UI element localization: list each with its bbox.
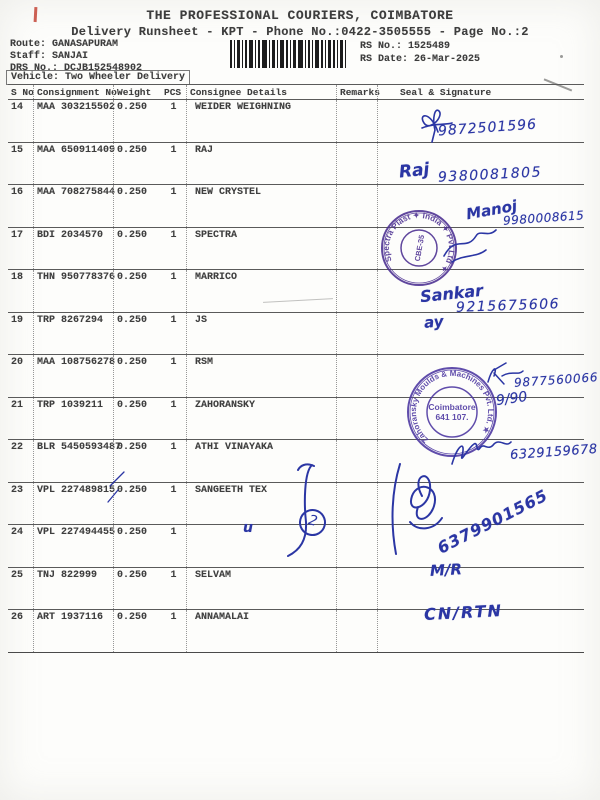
table-row bbox=[8, 398, 584, 441]
cell-remarks bbox=[336, 440, 377, 482]
cell-consignment: VPL 227494455 bbox=[33, 525, 113, 567]
cell-seal bbox=[377, 270, 584, 312]
cell-weight: 0.250 bbox=[113, 568, 161, 610]
rs-date-line: RS Date: 26-Mar-2025 bbox=[360, 54, 481, 65]
note-row21: 9/90 bbox=[495, 388, 529, 410]
cell-consignment: THN 950778376 bbox=[33, 270, 113, 312]
table-row bbox=[8, 100, 584, 143]
cell-remarks bbox=[336, 525, 377, 567]
cell-consignee: ATHI VINAYAKA bbox=[186, 440, 336, 482]
cell-consignee: WEIDER WEIGHNING bbox=[186, 100, 336, 142]
header-consignee: Consignee Details bbox=[186, 85, 336, 99]
cell-pcs: 1 bbox=[170, 399, 177, 411]
cell-consignee: ANNAMALAI bbox=[186, 610, 336, 652]
zahoransky-center-line2: 641 107. bbox=[435, 412, 469, 422]
cell-seal bbox=[377, 185, 584, 227]
table-row bbox=[8, 143, 584, 186]
note-row26: CN/RTN bbox=[423, 600, 504, 625]
cell-remarks bbox=[336, 185, 377, 227]
cell-seal bbox=[377, 228, 584, 270]
cell-pcs: 1 bbox=[170, 612, 177, 623]
cell-seal bbox=[377, 143, 584, 185]
cell-remarks bbox=[336, 228, 377, 270]
cell-seal bbox=[377, 355, 584, 397]
cell-weight: 0.250 bbox=[113, 610, 161, 652]
cell-consignment: TNJ 822999 bbox=[33, 568, 113, 610]
cell-consignment: TRP 1039211 bbox=[33, 398, 113, 440]
cell-remarks bbox=[336, 270, 377, 312]
cell-consignee bbox=[186, 525, 336, 567]
cell-pcs: 1 bbox=[170, 314, 177, 326]
cell-remarks bbox=[336, 568, 377, 610]
header-seal: Seal & Signature bbox=[377, 85, 584, 99]
cell-remarks bbox=[336, 355, 377, 397]
phone-row21: 9877560066 bbox=[513, 370, 599, 390]
signature-row19: ay bbox=[423, 312, 445, 332]
cell-seal bbox=[377, 568, 584, 610]
runsheet-table bbox=[8, 84, 584, 653]
cell-pcs: 1 bbox=[170, 229, 177, 241]
cell-weight: 0.250 bbox=[113, 185, 161, 227]
cell-remarks bbox=[336, 398, 377, 440]
cell-seal bbox=[377, 440, 584, 482]
cell-consignee: RAJ bbox=[186, 143, 336, 185]
cell-consignment: MAA 108756278 bbox=[33, 355, 113, 397]
page-subtitle: Delivery Runsheet - KPT - Phone No.:0422-3505555 - Page No.:2 bbox=[71, 25, 529, 39]
cell-pcs: 1 bbox=[170, 569, 177, 581]
cell-weight: 0.250 bbox=[113, 483, 161, 525]
cell-consignee: NEW CRYSTEL bbox=[186, 185, 336, 227]
cell-weight: 0.250 bbox=[113, 270, 161, 312]
phone-row22: 6329159678 bbox=[509, 441, 599, 464]
cell-consignment: MAA 708275844 bbox=[33, 185, 113, 227]
spectra-center-text: CBE-35 bbox=[412, 234, 427, 263]
cell-consignee: RSM bbox=[186, 355, 336, 397]
cell-remarks bbox=[336, 483, 377, 525]
cell-consignee: SANGEETH TEX bbox=[186, 483, 336, 525]
cell-seal bbox=[377, 100, 584, 142]
cell-consignee: SELVAM bbox=[186, 568, 336, 610]
cell-seal bbox=[377, 313, 584, 355]
cell-consignment: VPL 227489815 bbox=[33, 483, 113, 525]
cell-weight: 0.250 bbox=[113, 398, 161, 440]
cell-remarks bbox=[336, 313, 377, 355]
cell-sno: 17 bbox=[11, 229, 24, 241]
staff-line: Staff: SANJAI bbox=[10, 51, 89, 62]
signature-row16: Manoj bbox=[464, 196, 519, 224]
phone-row14: 9872501596 bbox=[437, 116, 538, 140]
phone-row16: 9980008615 bbox=[502, 208, 585, 228]
table-row bbox=[8, 525, 584, 568]
cell-weight: 0.250 bbox=[113, 525, 161, 567]
cell-weight: 0.250 bbox=[113, 228, 161, 270]
table-row bbox=[8, 270, 584, 313]
cell-consignment: BDI 2034570 bbox=[33, 228, 113, 270]
rs-no-line: RS No.: 1525489 bbox=[360, 41, 451, 52]
table-row bbox=[8, 185, 584, 228]
cell-consignment: MAA 303215502 bbox=[33, 100, 113, 142]
page-title: THE PROFESSIONAL COURIERS, COIMBATORE bbox=[146, 8, 454, 23]
cell-consignee: SPECTRA bbox=[186, 228, 336, 270]
cell-sno: 14 bbox=[11, 102, 24, 113]
cell-weight: 0.250 bbox=[113, 100, 161, 142]
cell-pcs: 1 bbox=[170, 187, 177, 198]
header-weight: Weight bbox=[113, 85, 161, 99]
cell-remarks bbox=[336, 610, 377, 652]
signature-row18: Sankar bbox=[419, 280, 484, 307]
cell-sno: 21 bbox=[11, 399, 24, 411]
table-row bbox=[8, 568, 584, 611]
cell-sno: 20 bbox=[11, 357, 24, 368]
phone-row15: 9380081805 bbox=[437, 164, 543, 186]
cell-consignee: MARRICO bbox=[186, 270, 336, 312]
header-pcs: PCS bbox=[164, 87, 182, 98]
cell-sno: 16 bbox=[11, 187, 24, 198]
header-sno: S No bbox=[11, 87, 34, 98]
cell-weight: 0.250 bbox=[113, 313, 161, 355]
circled-count-rows23: 2 bbox=[296, 506, 329, 539]
cell-sno: 23 bbox=[11, 484, 24, 496]
cell-pcs: 1 bbox=[170, 442, 177, 453]
cell-pcs: 1 bbox=[170, 144, 177, 156]
signature-row15: Raj bbox=[398, 159, 431, 183]
phone-row18: 9215675606 bbox=[455, 296, 561, 316]
cell-sno: 26 bbox=[11, 612, 24, 623]
drs-line: DRS No.: DCJB152548902 bbox=[10, 63, 143, 74]
cell-sno: 15 bbox=[11, 144, 24, 156]
cell-remarks bbox=[336, 143, 377, 185]
cell-seal bbox=[377, 610, 584, 652]
zahoransky-ring-text: Zahoransky Moulds & Machines Pvt. Ltd. ★ bbox=[408, 368, 496, 445]
cell-weight: 0.250 bbox=[113, 440, 161, 482]
cell-sno: 22 bbox=[11, 442, 24, 453]
cell-consignment: ART 1937116 bbox=[33, 610, 113, 652]
phone-rows23-24: 6379901565 bbox=[434, 485, 552, 558]
scan-artifact-dot bbox=[560, 55, 563, 58]
cell-weight: 0.250 bbox=[113, 143, 161, 185]
zahoransky-center-line1: Coimbatore bbox=[428, 402, 476, 412]
cell-seal bbox=[377, 483, 584, 525]
cell-pcs: 1 bbox=[170, 272, 177, 283]
vehicle-line: Vehicle: Two Wheeler Delivery bbox=[6, 70, 190, 85]
cell-pcs: 1 bbox=[170, 527, 177, 538]
cell-sno: 25 bbox=[11, 569, 24, 581]
header-consignment: Consignment No bbox=[33, 85, 113, 99]
barcode bbox=[230, 40, 346, 68]
cell-seal bbox=[377, 398, 584, 440]
cell-pcs: 1 bbox=[170, 484, 177, 496]
table-header-row bbox=[8, 85, 584, 100]
table-row bbox=[8, 440, 584, 483]
cell-consignment: MAA 650911409 bbox=[33, 143, 113, 185]
cell-consignee: JS bbox=[186, 313, 336, 355]
cell-seal bbox=[377, 525, 584, 567]
cell-remarks bbox=[336, 100, 377, 142]
cell-consignment: TRP 8267294 bbox=[33, 313, 113, 355]
cell-sno: 19 bbox=[11, 314, 24, 326]
route-line: Route: GANASAPURAM bbox=[10, 39, 119, 50]
cell-sno: 24 bbox=[11, 527, 24, 538]
cell-weight: 0.250 bbox=[113, 355, 161, 397]
table-row bbox=[8, 483, 584, 526]
spectra-ring-text: Spectra Plast ✦ India ✦ Pvt Ltd ✦ bbox=[381, 210, 457, 274]
cell-pcs: 1 bbox=[170, 357, 177, 368]
header-remarks: Remarks bbox=[336, 85, 377, 99]
cell-consignment: BLR 5450593487 bbox=[33, 440, 113, 482]
cell-sno: 18 bbox=[11, 272, 24, 283]
cell-consignee: ZAHORANSKY bbox=[186, 398, 336, 440]
note-row25: M/R bbox=[429, 560, 463, 580]
note-row24: u bbox=[243, 520, 253, 536]
table-row bbox=[8, 355, 584, 398]
cell-pcs: 1 bbox=[170, 102, 177, 113]
table-row bbox=[8, 313, 584, 356]
table-row bbox=[8, 610, 584, 653]
table-row bbox=[8, 228, 584, 271]
